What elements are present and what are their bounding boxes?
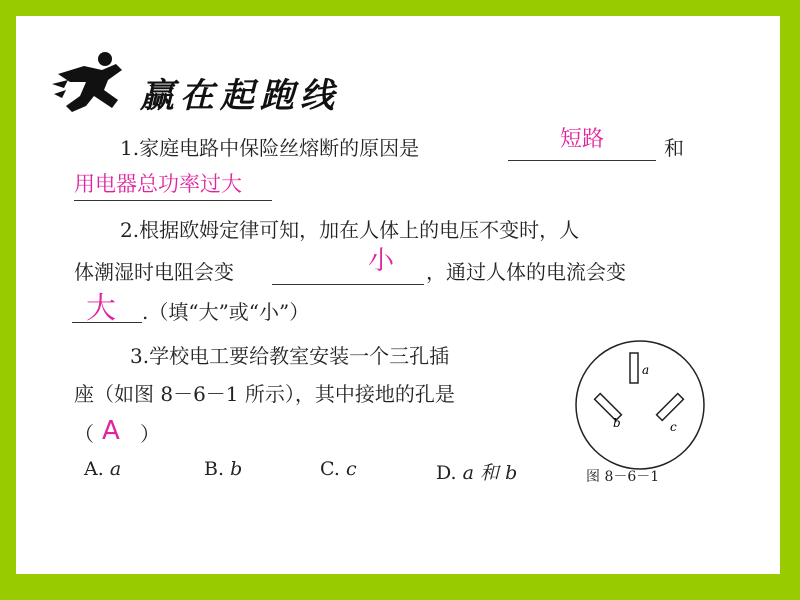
option-a: A. a xyxy=(84,458,122,480)
q3-paren-open: （ xyxy=(74,422,94,446)
q2-line-2-after: ，通过人体的电流会变 xyxy=(426,260,626,284)
q2-line-2: 体潮湿时电阻会变 xyxy=(74,260,234,284)
q1-answer-1: 短路 xyxy=(560,127,605,152)
q3-answer: A xyxy=(102,416,120,446)
q2-answer-1: 小 xyxy=(368,246,395,276)
slide xyxy=(16,16,780,574)
q3-line-2: 座（如图 8－6－1 所示），其中接地的孔是 xyxy=(74,382,455,406)
option-b: B. b xyxy=(204,458,243,480)
q1-text: 1.家庭电路中保险丝熔断的原因是 xyxy=(120,136,420,160)
hole-label-b: b xyxy=(613,416,621,430)
three-hole-socket-figure xyxy=(574,338,708,472)
q3-line-1: 3.学校电工要给教室安装一个三孔插 xyxy=(130,344,450,368)
q1-connector: 和 xyxy=(664,136,684,160)
figure-caption: 图 8－6－1 xyxy=(586,469,660,485)
q1-blank-2 xyxy=(74,200,272,201)
page-title: 赢在起跑线 xyxy=(140,76,340,116)
running-person-icon xyxy=(50,50,132,116)
hole-a xyxy=(630,353,638,383)
option-c: C. c xyxy=(320,458,357,480)
hole-label-a: a xyxy=(642,363,650,377)
q3-paren-close: ） xyxy=(140,422,160,446)
q2-line-1: 2.根据欧姆定律可知，加在人体上的电压不变时，人 xyxy=(120,218,580,242)
option-d: D. a 和 b xyxy=(436,462,518,484)
q2-line-3: .（填“大”或“小”） xyxy=(142,300,310,324)
q1-blank-1 xyxy=(508,160,656,161)
q2-blank-1 xyxy=(272,284,424,285)
q2-answer-2: 大 xyxy=(86,291,116,326)
hole-label-c: c xyxy=(670,420,677,434)
q1-answer-2: 用电器总功率过大 xyxy=(74,172,242,196)
